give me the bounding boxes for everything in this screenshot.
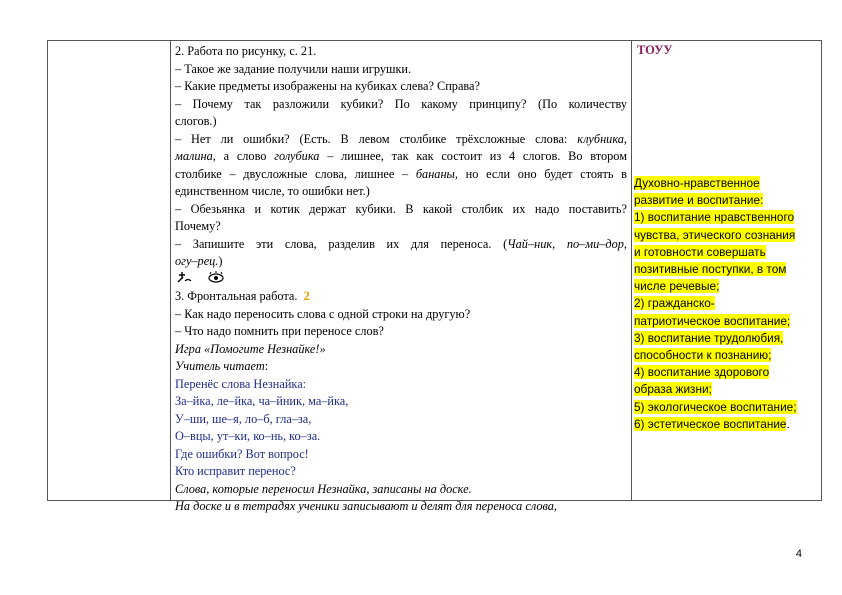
list-line-end: . — [786, 416, 790, 431]
text-line: – Такое же задание получили наши игрушки. — [175, 61, 412, 76]
list-line: способности к познанию; — [634, 348, 772, 363]
text-line: – Почему так разложили кубики? По какому принципу? (По количеству — [175, 96, 627, 111]
text-line — [175, 131, 627, 149]
eye-icon — [207, 271, 225, 284]
text-line — [175, 148, 627, 166]
italic-word: Учитель читает — [175, 359, 265, 373]
pencil-writing-icon — [177, 271, 193, 284]
list-line: патриотическое воспитание; — [634, 313, 791, 328]
text-span: – Нет ли ошибки? (Есть. В левом столбике трёхсложные слова: — [175, 131, 578, 146]
list-line: числе речевые; — [634, 279, 720, 294]
column-header: ТОУУ — [637, 43, 673, 57]
competencies-column — [631, 41, 821, 500]
icon-line — [175, 271, 627, 289]
italic-words: Чай–ник, по–ми–дор, — [507, 236, 627, 251]
text-span: – Запишите эти слова, разделив их для переноса. ( — [175, 236, 508, 251]
text-line: Почему? — [175, 219, 221, 233]
game-title: Игра «Помогите Незнайке!» — [175, 341, 326, 356]
list-line: 6) эстетическое воспитание — [634, 416, 787, 431]
page-number: 4 — [795, 548, 802, 560]
poem-line: Кто исправит перенос? — [175, 464, 296, 478]
slide-number: 2 — [303, 289, 310, 303]
list-line: и готовности совершать — [634, 244, 766, 259]
education-list — [634, 175, 818, 433]
list-line: образа жизни; — [634, 382, 712, 397]
list-line: развитие и воспитание: — [634, 193, 764, 208]
text-line: 2. Работа по рисунку, с. 21. — [175, 44, 317, 58]
poem-line: Где ошибки? Вот вопрос! — [175, 446, 309, 461]
text-span: : — [264, 359, 269, 373]
list-line: 4) воспитание здорового — [634, 365, 770, 380]
text-line: – Обезьянка и котик держат кубики. В какой столбик их надо поставить? — [175, 201, 627, 216]
text-span: ) — [218, 254, 223, 268]
italic-word: бананы — [415, 166, 455, 181]
list-line: чувства, этического сознания — [634, 227, 796, 242]
text-line — [175, 253, 627, 271]
list-line: Духовно-нравственное — [634, 176, 760, 190]
text-line: – Какие предметы изображены на кубиках слева? Справа? — [175, 79, 480, 93]
text-span: 3. Фронтальная работа. — [175, 289, 298, 303]
text-line: – Как надо переносить слова с одной строки на другую? — [175, 306, 471, 321]
list-line: 2) гражданско- — [634, 296, 715, 311]
poem-line: Перенёс слова Незнайка: — [175, 376, 307, 391]
text-line — [175, 358, 627, 376]
text-line — [175, 236, 627, 254]
text-line — [175, 288, 627, 306]
text-span: – лишнее, так как состоит из 4 слогов. Во втором — [319, 149, 627, 163]
list-line: 1) воспитание нравственного — [634, 210, 795, 225]
text-line: слогов.) — [175, 114, 217, 128]
italic-word: огу–рец. — [175, 254, 219, 268]
list-line: 3) воспитание трудолюбия, — [634, 330, 784, 345]
text-span: , а слово — [212, 149, 275, 163]
italic-word: голубика — [274, 149, 320, 163]
text-line: единственном числе, то ошибки нет.) — [175, 184, 370, 198]
text-line: Слова, которые переносил Незнайка, записаны на доске. — [175, 481, 472, 496]
lesson-table — [47, 40, 822, 513]
poem-line: О–вцы, ут–ки, ко–нь, ко–за. — [175, 429, 321, 443]
lesson-content-column — [170, 41, 630, 513]
text-line — [175, 166, 627, 184]
text-line: На доске и в тетрадях ученики записывают и делят для переноса слова, — [175, 499, 557, 513]
list-line: позитивные поступки, в том — [634, 262, 787, 277]
italic-word: малина — [175, 149, 213, 163]
text-line: – Что надо помнить при переносе слов? — [175, 324, 384, 338]
text-span: столбике – двусложные слова, лишнее – — [175, 166, 416, 181]
poem-line: За–йка, ле–йка, ча–йник, ма–йка, — [175, 394, 349, 408]
list-line: 5) экологическое воспитание; — [634, 399, 797, 414]
poem-line: У–ши, ше–я, ло–б, гла–за, — [175, 411, 312, 426]
italic-word: клубника, — [577, 131, 627, 146]
text-span: , но если оно будет стоять в — [454, 166, 627, 181]
